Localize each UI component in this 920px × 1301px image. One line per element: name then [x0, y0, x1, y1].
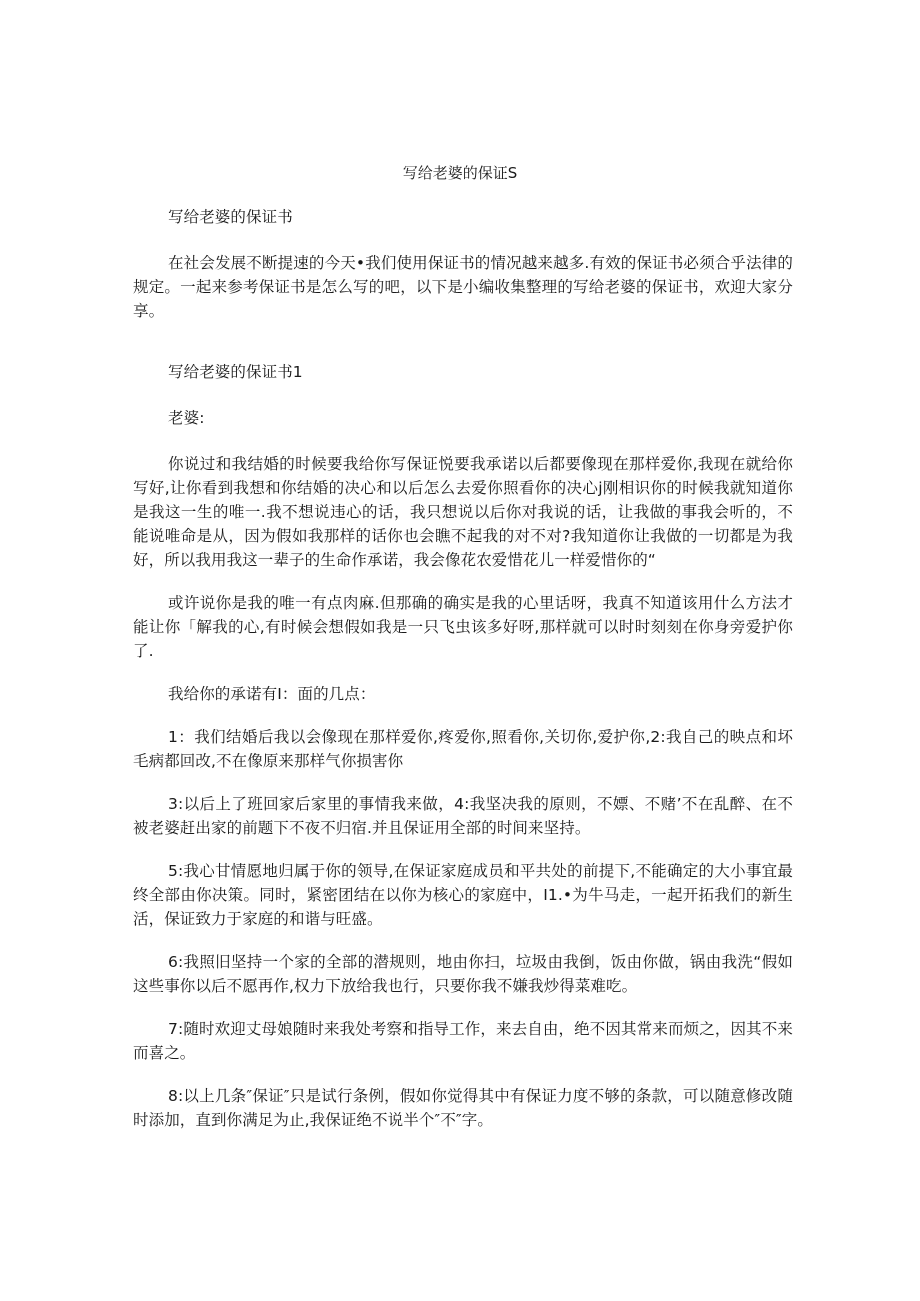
document-body [133, 205, 793, 1151]
section-heading: 写给老婆的保证书 [168, 208, 293, 226]
promise-item: 7:随时欢迎丈母娘随时来我处考察和指导工作，来去自由，绝不因其常来而烦之，因其不来而喜之。 [133, 1020, 793, 1062]
subsection-heading: 写给老婆的保证书1 [168, 363, 303, 381]
promise-item: 6:我照旧坚持一个家的全部的潜规则，地由你扫，垃圾由我倒，饭由你做，锅由我洗“假如这些事你以后不愿再作,权力下放给我也行，只要你我不嫌我炒得菜难吃。 [133, 953, 793, 995]
promise-item: 8:以上几条″保证″只是试行条例，假如你觉得其中有保证力度不够的条款，可以随意修改随时添加，直到你满足为止,我保证绝不说半个″不″字。 [133, 1087, 793, 1129]
intro-paragraph: 在社会发展不断提速的今天•我们使用保证书的情况越来越多.有效的保证书必须合乎法律的规定。一起来参考保证书是怎么写的吧，以下是小编收集整理的写给老婆的保证书，欢迎大家分享。 [133, 254, 793, 320]
promise-item: 5:我心甘情愿地归属于你的领导,在保证家庭成员和平共处的前提下,不能确定的大小事宜最终全部由你决策。同时，紧密团结在以你为核心的家庭中，I1.•为牛马走，一起开拓我们的新生活，保证致力于家庭的和谐与旺盛。 [133, 862, 793, 928]
promise-item: 3:以后上了班回家后家里的事情我来做，4:我坚决我的原则，不嫖、不赌’不在乱醉、在不被老婆赶出家的前题下不夜不归宿.并且保证用全部的时间来坚持。 [133, 795, 793, 837]
body-paragraph: 你说过和我结婚的时候要我给你写保证悦要我承诺以后都要像现在那样爱你,我现在就给你写好,让你看到我想和你结婚的决心和以后怎么去爱你照看你的决心j刚相识你的时候我就知道你是我这一生的唯一.我不想说违心的话，我只想说以后你对我说的话，让我做的事我会听的，不能说唯命是从，因为假如我那样的话你也会瞧不起我的对不对?我知道你让我做的一切都是为我好，所以我用我这一辈子的生命作承诺，我会像花农爱惜花儿一样爱惜你的“ [133, 455, 793, 569]
document-title: 写给老婆的保证S [402, 164, 518, 182]
promise-item: 1：我们结婚后我以会像现在那样爱你,疼爱你,照看你,关切你,爱护你,2:我自己的映点和坏毛病都回改,不在像原来那样气你损害你 [133, 728, 793, 770]
body-paragraph: 或许说你是我的唯一有点肉麻.但那确的确实是我的心里话呀，我真不知道该用什么方法才能让你「解我的心,有时候会想假如我是一只飞虫该多好呀,那样就可以时时刻刻在你身旁爱护你了. [133, 594, 793, 660]
promise-intro: 我给你的承诺有I：面的几点： [168, 685, 376, 703]
salutation: 老婆: [168, 409, 205, 427]
